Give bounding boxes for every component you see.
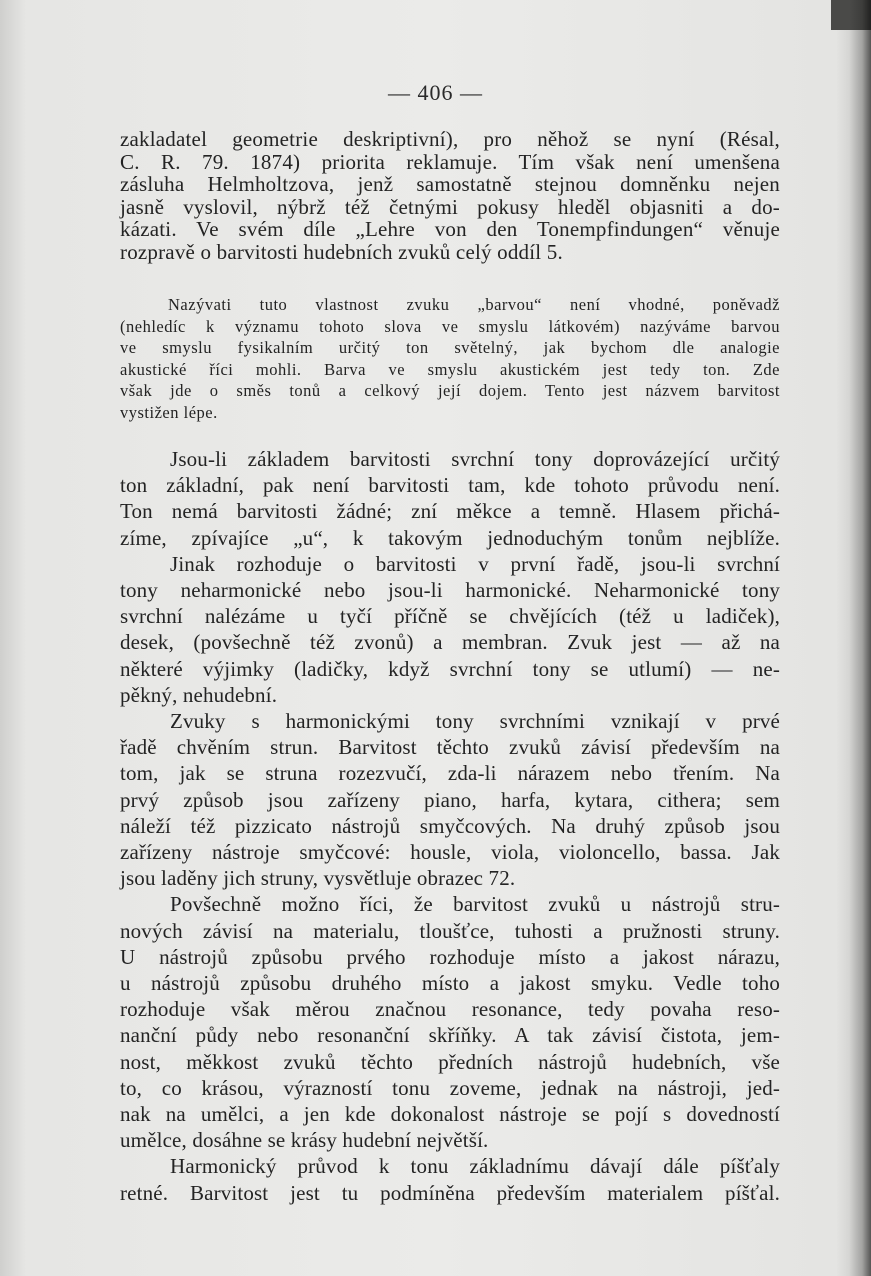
text-line: to, co krásou, výrazností tonu zoveme, jednak na nástroji, jed- bbox=[120, 1075, 780, 1100]
text-line: C. R. 79. 1874) priorita reklamuje. Tím však není umenšena bbox=[120, 149, 780, 174]
text-line: ton základní, pak není barvitosti tam, kde tohoto průvodu není. bbox=[120, 473, 780, 498]
text-line: zíme, zpívajíce „u“, k takovým jednoduchým tonům nejblíže. bbox=[120, 525, 780, 550]
text-line: rozpravě o barvitosti hudebních zvuků celý oddíl 5. bbox=[120, 239, 563, 264]
text-line: svrchní nalézáme u tyčí příčně se chvějících (též u ladiček), bbox=[120, 604, 780, 629]
text-line: Ton nemá barvitosti žádné; zní měkce a temně. Hlasem přichá- bbox=[120, 499, 780, 524]
text-line: nak na umělci, a jen kde dokonalost nástroje se pojí s dovedností bbox=[120, 1102, 780, 1127]
paragraph-1 bbox=[120, 128, 780, 263]
text-line: tony neharmonické nebo jsou-li harmonické. Neharmonické tony bbox=[120, 578, 780, 603]
note-line: akustické říci mohli. Barva ve smyslu akustickém jest tedy ton. Zde bbox=[120, 359, 780, 379]
page-edge-shadow bbox=[849, 0, 871, 1276]
text-line: Zvuky s harmonickými tony svrchními vznikají v prvé bbox=[170, 709, 780, 734]
text-line: umělce, dosáhne se krásy hudební největší. bbox=[120, 1128, 489, 1153]
text-line: jasně vyslovil, nýbrž též četnými pokusy hleděl objasniti a do- bbox=[120, 194, 780, 219]
text-line: Harmonický průvod k tonu základnímu dávají dále píšťaly bbox=[170, 1154, 780, 1179]
text-line: jsou laděny jich struny, vysvětluje obrazec 72. bbox=[120, 866, 516, 891]
note-line: však jde o směs tonů a celkový její dojem. Tento jest názvem barvitost bbox=[120, 381, 780, 400]
text-line: U nástrojů způsobu prvého rozhoduje místo a jakost nárazu, bbox=[120, 944, 780, 969]
text-line: retné. Barvitost jest tu podmíněna především materialem píšťal. bbox=[120, 1180, 780, 1205]
text-line: zásluha Helmholtzova, jenž samostatně stejnou domněnku nejen bbox=[120, 172, 780, 196]
text-line: nost, měkkost zvuků těchto předních nástrojů hudebních, vše bbox=[120, 1049, 780, 1074]
text-line: tom, jak se struna rozezvučí, zda-li nárazem nebo třením. Na bbox=[120, 761, 780, 786]
text-line: Jinak rozhoduje o barvitosti v první řadě, jsou-li svrchní bbox=[170, 551, 780, 576]
footnote-block bbox=[120, 294, 780, 423]
text-line: náleží též pizzicato nástrojů smyčcových. Na druhý způsob jsou bbox=[120, 813, 780, 838]
text-line: u nástrojů způsobu druhého místo a jakost smyku. Vedle toho bbox=[120, 971, 780, 996]
note-line: vystižen lépe. bbox=[120, 402, 218, 422]
note-line: Nazývati tuto vlastnost zvuku „barvou“ není vhodné, poněvadž bbox=[168, 295, 780, 314]
page-number: — 406 — bbox=[388, 80, 483, 105]
paragraph-2 bbox=[120, 446, 780, 1206]
text-line: kázati. Ve svém díle „Lehre von den Tonempfindungen“ věnuje bbox=[120, 217, 780, 241]
text-line: desek, (povšechně též zvonů) a membran. Zvuk jest — až na bbox=[120, 630, 780, 655]
note-line: ve smyslu fysikalním určitý ton světelný, jak bychom dle analogie bbox=[120, 338, 780, 357]
text-line: zařízeny nástroje smyčcové: housle, viola, violoncello, bassa. Jak bbox=[120, 840, 780, 865]
text-line: Jsou-li základem barvitosti svrchní tony doprovázející určitý bbox=[170, 447, 780, 471]
text-line: některé výjimky (ladičky, když svrchní tony se utlumí) — ne- bbox=[120, 656, 780, 681]
text-line: řadě chvěním strun. Barvitost těchto zvuků závisí především na bbox=[120, 735, 780, 760]
text-line: prvý způsob jsou zařízeny piano, harfa, kytara, cithera; sem bbox=[120, 787, 780, 812]
text-line: Povšechně možno říci, že barvitost zvuků u nástrojů stru- bbox=[170, 892, 780, 917]
text-line: zakladatel geometrie deskriptivní), pro něhož se nyní (Résal, bbox=[120, 127, 780, 151]
text-line: rozhoduje však měrou značnou resonance, tedy povaha reso- bbox=[120, 997, 780, 1022]
text-line: nanční půdy nebo resonanční skříňky. A tak závisí čistota, jem- bbox=[120, 1023, 780, 1048]
text-line: pěkný, nehudební. bbox=[120, 682, 278, 707]
text-line: nových závisí na materialu, tloušťce, tuhosti a pružnosti struny. bbox=[120, 918, 780, 943]
note-line: (nehledíc k významu tohoto slova ve smyslu látkovém) nazýváme barvou bbox=[120, 316, 780, 336]
